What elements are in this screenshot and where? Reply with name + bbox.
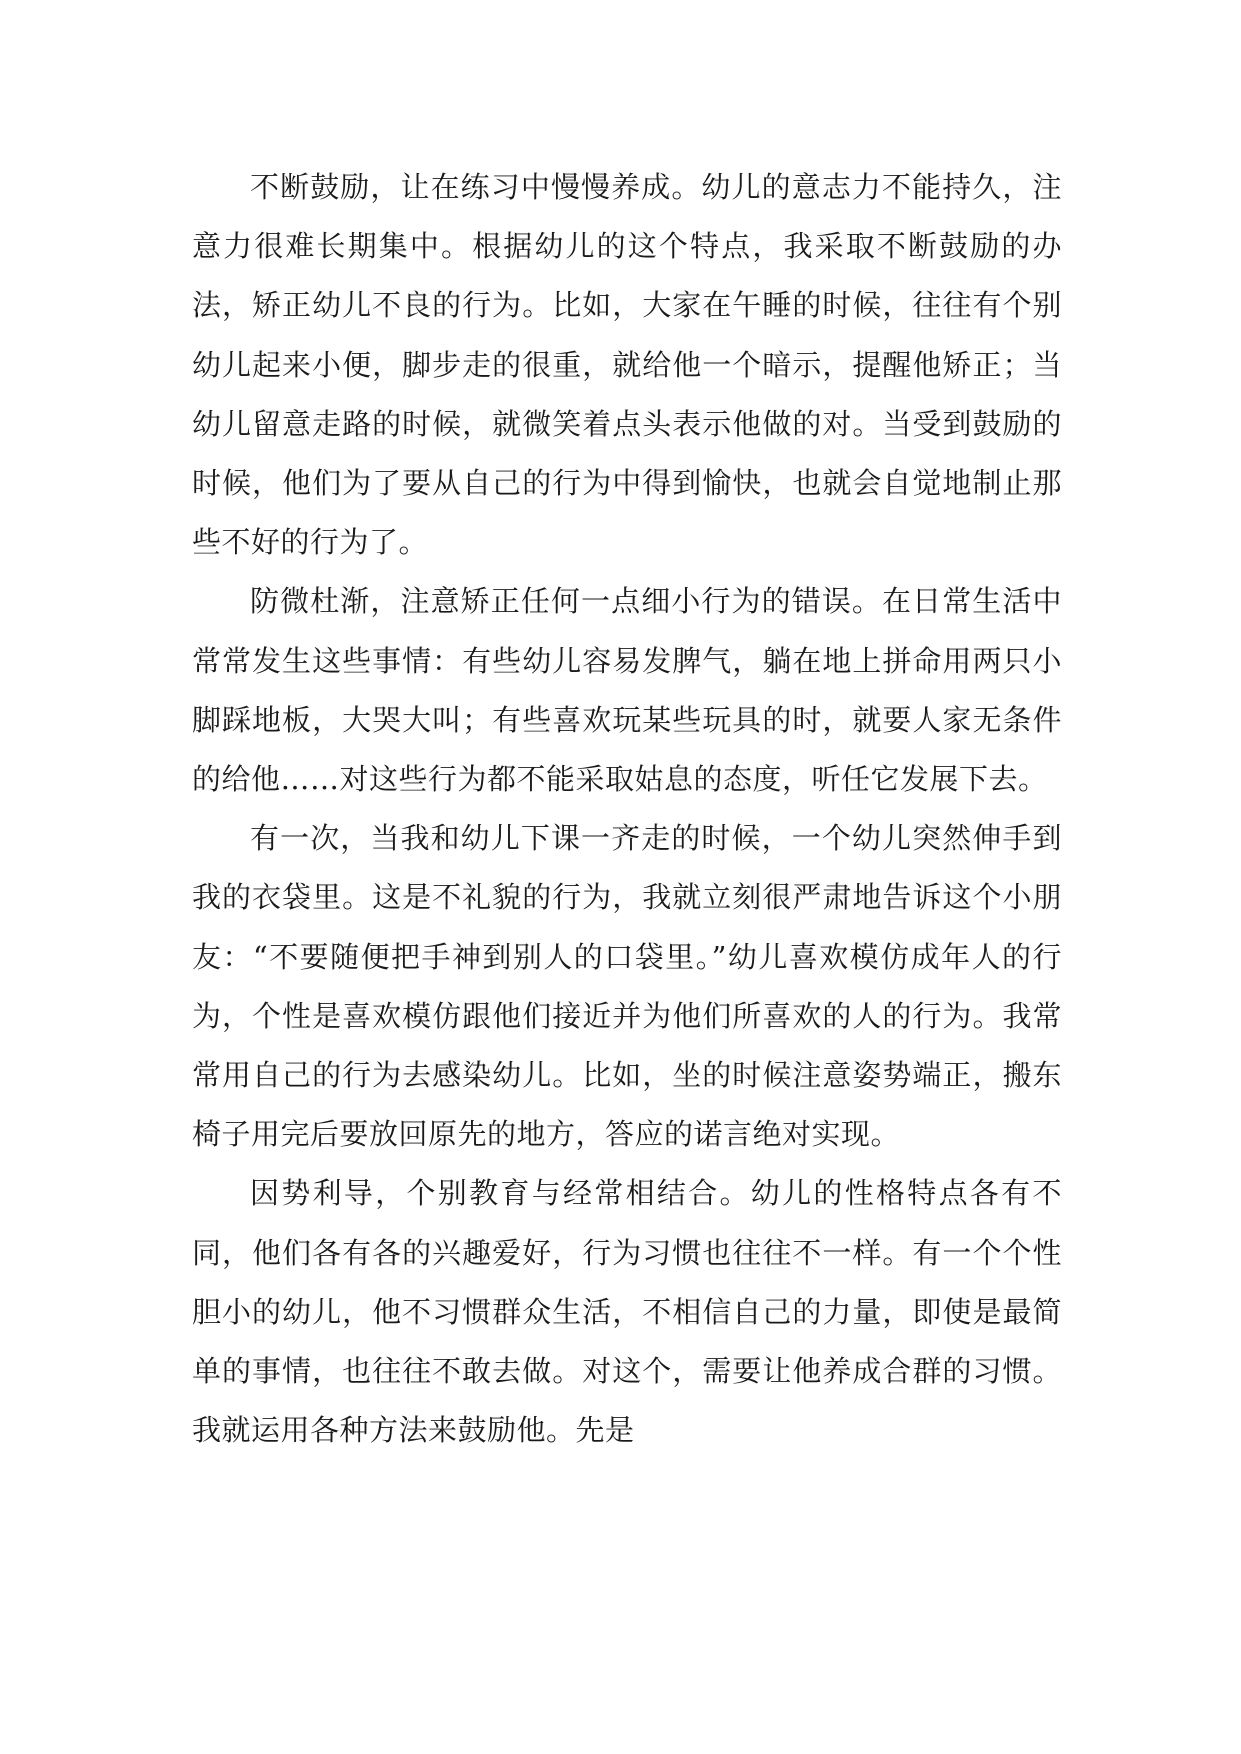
document-body xyxy=(192,158,1062,1460)
paragraph-1: 不断鼓励，让在练习中慢慢养成。幼儿的意志力不能持久，注意力很难长期集中。根据幼儿的这个特点，我采取不断鼓励的办法，矫正幼儿不良的行为。比如，大家在午睡的时候，往往有个别幼儿起来小便，脚步走的很重，就给他一个暗示，提醒他矫正；当幼儿留意走路的时候，就微笑着点头表示他做的对。当受到鼓励的时候，他们为了要从自己的行为中得到愉快，也就会自觉地制止那些不好的行为了。 xyxy=(192,170,1062,560)
paragraph-4: 因势利导，个别教育与经常相结合。幼儿的性格特点各有不同，他们各有各的兴趣爱好，行为习惯也往往不一样。有一个个性胆小的幼儿，他不习惯群众生活，不相信自己的力量，即使是最简单的事情，也往往不敢去做。对这个，需要让他养成合群的习惯。我就运用各种方法来鼓励他。先是 xyxy=(192,1176,1062,1448)
paragraph-3: 有一次，当我和幼儿下课一齐走的时候，一个幼儿突然伸手到我的衣袋里。这是不礼貌的行为，我就立刻很严肃地告诉这个小朋友：“不要随便把手神到别人的口袋里。”幼儿喜欢模仿成年人的行为，个性是喜欢模仿跟他们接近并为他们所喜欢的人的行为。我常常用自己的行为去感染幼儿。比如，坐的时候注意姿势端正，搬东椅子用完后要放回原先的地方，答应的诺言绝对实现。 xyxy=(192,821,1062,1152)
paragraph-2: 防微杜渐，注意矫正任何一点细小行为的错误。在日常生活中常常发生这些事情：有些幼儿容易发脾气，躺在地上拼命用两只小脚踩地板，大哭大叫；有些喜欢玩某些玩具的时，就要人家无条件的给他……对这些行为都不能采取姑息的态度，听任它发展下去。 xyxy=(192,584,1062,797)
